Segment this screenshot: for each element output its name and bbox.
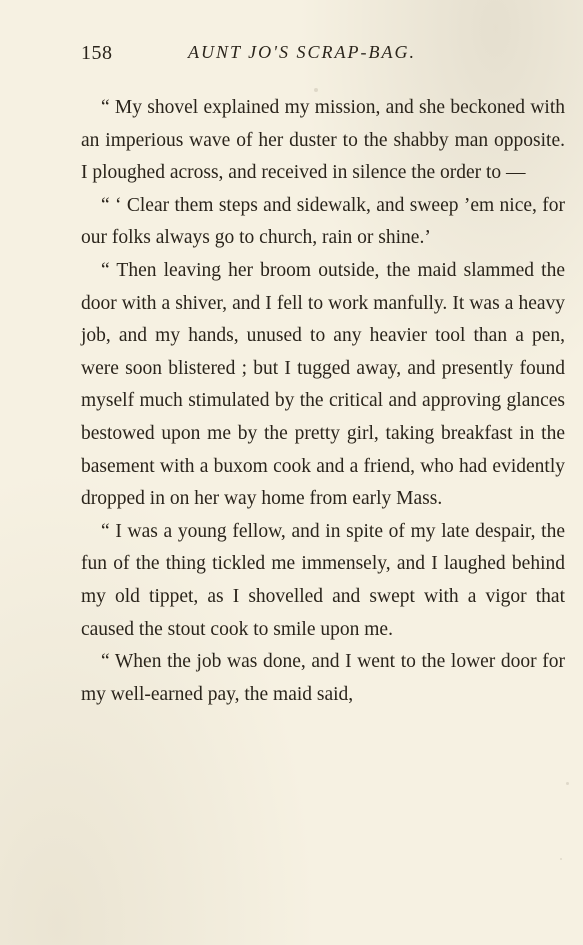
paragraph: “ I was a young fellow, and in spite of my late despair, the fun of the thing tickled me immensely, and I laughed behind my old tippet, as I shovelled and swept with a vigor that caused the stout cook to smile upon me. [81,520,565,640]
paragraph: “ My shovel explained my mission, and she beckoned with an imperious wave of her duster to the shabby man opposite. I ploughed across, and received in silence the order to — [81,97,565,184]
paper-speck [566,782,569,785]
page-number: 158 [81,42,113,64]
running-head [81,42,566,72]
paragraph: “ Then leaving her broom outside, the maid slammed the door with a shiver, and I fell to work manfully. It was a heavy job, and my hands, unused to any heavier tool than a pen, were soon blistered ; but I tugged away, and presently found myself much stimulated by the critical and approving glances bestowed upon me by the pretty girl, taking breakfast in the basement with a buxom cook and a friend, who had evidently dropped in on her way home from early Mass. [81,259,565,510]
running-title: AUNT JO'S SCRAP-BAG. [188,42,416,62]
paragraph: “ ‘ Clear them steps and sidewalk, and sweep ’em nice, for our folks always go to church, rain or shine.’ [81,194,565,249]
paragraph: “ When the job was done, and I went to the lower door for my well-earned pay, the maid said, [81,651,565,705]
body-text [81,92,565,711]
paper-speck [560,858,562,860]
